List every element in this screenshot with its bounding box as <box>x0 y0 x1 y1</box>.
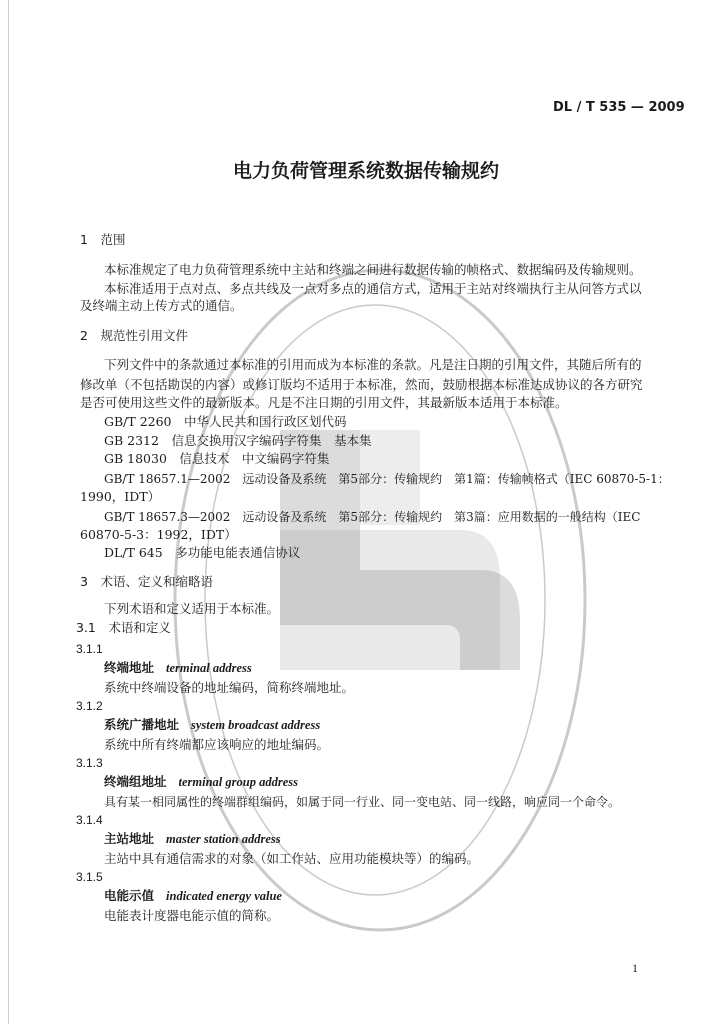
reference-item: DL/T 645 多功能电能表通信协议 <box>104 545 301 560</box>
term-en: system broadcast address <box>191 718 321 732</box>
term-definition: 主站中具有通信需求的对象（如工作站、应用功能模块等）的编码。 <box>104 851 480 866</box>
term-definition: 系统中终端设备的地址编码，简称终端地址。 <box>104 680 355 695</box>
section-heading-terms: 3 术语、定义和缩略语 <box>80 574 213 589</box>
term-en: master station address <box>166 832 281 846</box>
term-entry <box>104 831 281 847</box>
term-cn: 终端地址 <box>104 660 155 675</box>
reference-item: GB 2312 信息交换用汉字编码字符集 基本集 <box>104 433 372 448</box>
paragraph-line: 本标准适用于点对点、多点共线及一点对多点的通信方式，适用于主站对终端执行主从问答方式以 <box>104 281 642 296</box>
reference-item: GB/T 2260 中华人民共和国行政区划代码 <box>104 414 347 429</box>
page-number: 1 <box>632 961 638 975</box>
standard-code: DL / T 535 — 2009 <box>553 100 685 115</box>
clause-number: 3.1.4 <box>76 813 103 827</box>
term-entry <box>104 774 298 790</box>
section-heading-normative: 2 规范性引用文件 <box>80 328 188 343</box>
reference-item-continued: 60870-5-3：1992，IDT） <box>80 527 237 542</box>
term-definition: 系统中所有终端都应该响应的地址编码。 <box>104 737 330 752</box>
clause-number: 3.1.1 <box>76 642 103 656</box>
subsection-heading: 3.1 术语和定义 <box>76 620 171 635</box>
term-en: terminal address <box>166 661 252 675</box>
term-entry <box>104 717 320 733</box>
term-en: terminal group address <box>178 775 298 789</box>
paragraph-line: 是否可使用这些文件的最新版本。凡是不注日期的引用文件，其最新版本适用于本标准。 <box>80 395 568 410</box>
term-cn: 终端组地址 <box>104 774 167 789</box>
document-title: 电力负荷管理系统数据传输规约 <box>233 160 500 182</box>
term-definition: 电能表计度器电能示值的简称。 <box>104 908 280 923</box>
section-heading-scope: 1 范围 <box>80 232 126 247</box>
term-definition: 具有某一相同属性的终端群组编码，如属于同一行业、同一变电站、同一线路，响应同一个命令。 <box>104 795 621 809</box>
term-cn: 系统广播地址 <box>104 717 180 732</box>
term-en: indicated energy value <box>166 889 282 903</box>
reference-item-continued: 1990，IDT） <box>80 489 161 504</box>
paragraph-line: 修改单（不包括勘误的内容）或修订版均不适用于本标准，然而，鼓励根据本标准达成协议的各方研究 <box>80 377 643 392</box>
term-entry <box>104 888 282 904</box>
scan-edge-line <box>8 0 9 1024</box>
paragraph-line: 及终端主动上传方式的通信。 <box>80 298 243 313</box>
term-entry <box>104 660 252 676</box>
reference-item: GB 18030 信息技术 中文编码字符集 <box>104 451 330 466</box>
term-cn: 电能示值 <box>104 888 155 903</box>
paragraph-line: 下列术语和定义适用于本标准。 <box>104 601 280 616</box>
reference-item: GB/T 18657.3—2002 远动设备及系统 第5部分：传输规约 第3篇：应用数据的一般结构（IEC <box>104 510 641 524</box>
clause-number: 3.1.2 <box>76 699 103 713</box>
reference-item: GB/T 18657.1—2002 远动设备及系统 第5部分：传输规约 第1篇：传输帧格式（IEC 60870-5-1： <box>104 472 670 486</box>
paragraph-line: 本标准规定了电力负荷管理系统中主站和终端之间进行数据传输的帧格式、数据编码及传输规则。 <box>104 262 642 277</box>
paragraph-line: 下列文件中的条款通过本标准的引用而成为本标准的条款。凡是注日期的引用文件，其随后所有的 <box>104 357 642 372</box>
clause-number: 3.1.5 <box>76 870 103 884</box>
clause-number: 3.1.3 <box>76 756 103 770</box>
term-cn: 主站地址 <box>104 831 155 846</box>
